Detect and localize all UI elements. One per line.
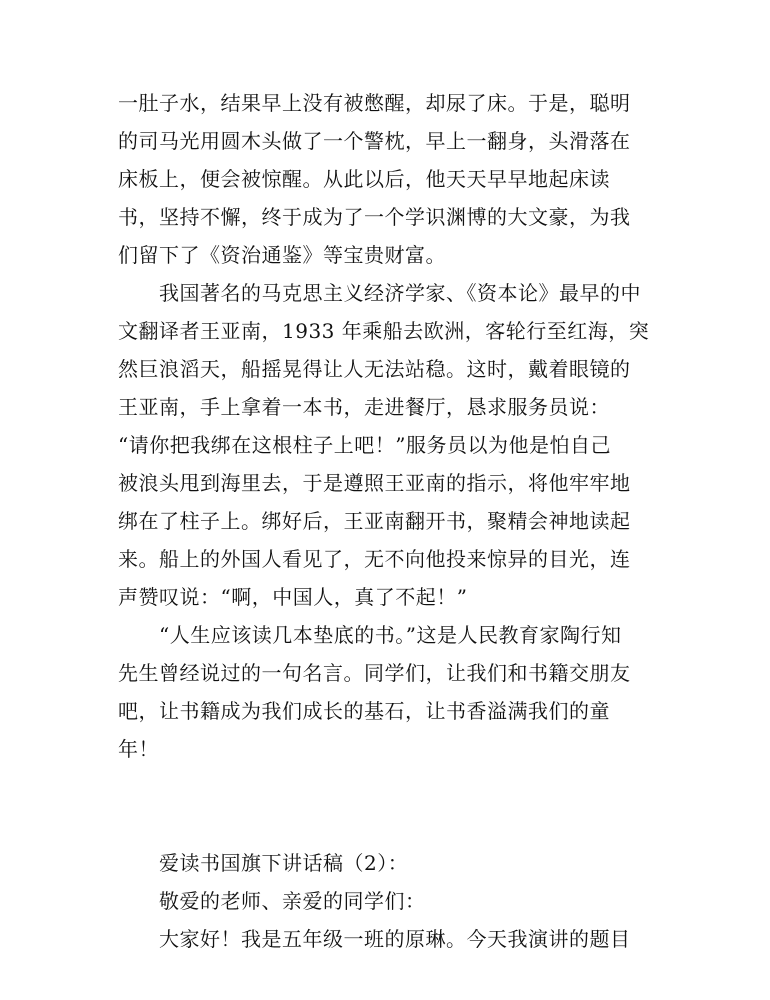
text-line: 我国著名的马克思主义经济学家、《资本论》最早的中 [118, 281, 641, 305]
text-line: 一肚子水，结果早上没有被憋醒，却尿了床。于是，聪明 [118, 91, 631, 115]
text-line: 声赞叹说：“啊，中国人，真了不起！” [118, 585, 468, 609]
text-line: 床板上，便会被惊醒。从此以后，他天天早早地起床读 [118, 167, 610, 191]
text-line: “人生应该读几本垫底的书。”这是人民教育家陶行知 [118, 623, 622, 647]
section-heading: 爱读书国旗下讲话稿（2）： [118, 851, 409, 875]
text-line: 们留下了《资治通鉴》等宝贵财富。 [118, 243, 446, 267]
text-line: 先生曾经说过的一句名言。同学们，让我们和书籍交朋友 [118, 661, 631, 685]
text-line: 王亚南，手上拿着一本书，走进餐厅，恳求服务员说： [118, 395, 610, 419]
text-line: 然巨浪滔天，船摇晃得让人无法站稳。这时，戴着眼镜的 [118, 357, 631, 381]
text-line: 吧，让书籍成为我们成长的基石，让书香溢满我们的童 [118, 699, 610, 723]
salutation: 敬爱的老师、亲爱的同学们： [118, 889, 426, 913]
text-line: “请你把我绑在这根柱子上吧！”服务员以为他是怕自己 [118, 433, 611, 457]
text-line: 年！ [118, 737, 159, 761]
text-line: 来。船上的外国人看见了，无不向他投来惊异的目光，连 [118, 547, 631, 571]
text-line: 的司马光用圆木头做了一个警枕，早上一翻身，头滑落在 [118, 129, 631, 153]
text-line: 被浪头甩到海里去，于是遵照王亚南的指示，将他牢牢地 [118, 471, 631, 495]
text-line: 绑在了柱子上。绑好后，王亚南翻开书，聚精会神地读起 [118, 509, 631, 533]
text-line: 大家好！我是五年级一班的原琳。今天我演讲的题目 [118, 927, 631, 951]
text-line: 文翻译者王亚南，1933 年乘船去欧洲，客轮行至红海，突 [118, 319, 650, 343]
text-line: 书，坚持不懈，终于成为了一个学识渊博的大文豪，为我 [118, 205, 631, 229]
